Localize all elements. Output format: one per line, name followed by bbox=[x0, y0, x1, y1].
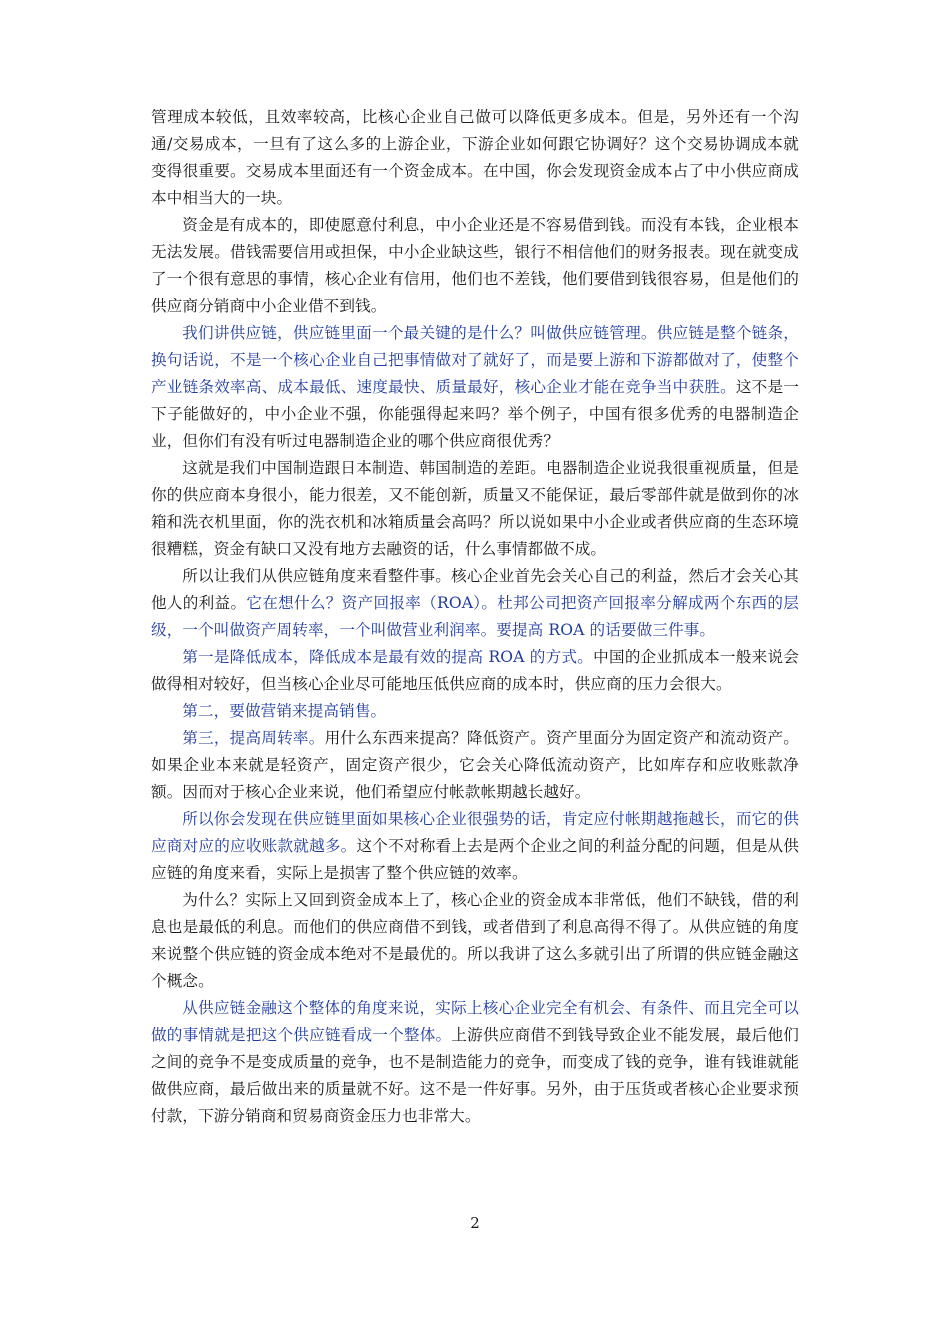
paragraph bbox=[151, 455, 799, 563]
paragraph bbox=[151, 320, 799, 455]
body-text: 为什么？实际上又回到资金成本上了，核心企业的资金成本非常低，他们不缺钱，借的利息也是最低的利息。而他们的供应商借不到钱，或者借到了利息高得不得了。从供应链的角度来说整个供应链的资金成本绝对不是最优的。所以我讲了这么多就引出了所谓的供应链金融这个概念。 bbox=[151, 891, 799, 990]
highlighted-text: 第一是降低成本，降低成本是最有效的提高 ROA 的方式。 bbox=[182, 648, 594, 666]
paragraph bbox=[151, 644, 799, 698]
highlighted-text: 它在想什么？资产回报率（ROA）。杜邦公司把资产回报率分解成两个东西的层级，一个叫做资产周转率，一个叫做营业利润率。要提高 ROA 的话要做三件事。 bbox=[151, 594, 799, 639]
highlighted-text: 所以你会发现在供应链里面如果核心企业很强势的话，肯定应付帐期越拖越长，而它的供应商对应的应收账款就越多。 bbox=[151, 810, 799, 855]
body-text: 所以让我们从供应链角度来看整件事。核心企业首先会关心自己的利益，然后才会关心其他人的利益。 bbox=[151, 567, 799, 612]
highlighted-text: 第二，要做营销来提高销售。 bbox=[182, 702, 387, 720]
body-text: 这就是我们中国制造跟日本制造、韩国制造的差距。电器制造企业说我很重视质量，但是你的供应商本身很小，能力很差，又不能创新，质量又不能保证，最后零部件就是做到你的冰箱和洗衣机里面，你的洗衣机和冰箱质量会高吗？所以说如果中小企业或者供应商的生态环境很糟糕，资金有缺口又没有地方去融资的话，什么事情都做不成。 bbox=[151, 459, 799, 558]
body-text: 管理成本较低，且效率较高，比核心企业自己做可以降低更多成本。但是，另外还有一个沟通/交易成本，一旦有了这么多的上游企业，下游企业如何跟它协调好？这个交易协调成本就变得很重要。交易成本里面还有一个资金成本。在中国，你会发现资金成本占了中小供应商成本中相当大的一块。 bbox=[151, 108, 799, 207]
document-body bbox=[151, 104, 799, 1130]
highlighted-text: 我们讲供应链，供应链里面一个最关键的是什么？叫做供应链管理。供应链是整个链条，换句话说，不是一个核心企业自己把事情做对了就好了，而是要上游和下游都做对了，使整个产业链条效率高、成本最低、速度最快、质量最好，核心企业才能在竞争当中获胜。 bbox=[151, 324, 799, 396]
paragraph bbox=[151, 104, 799, 212]
paragraph bbox=[151, 887, 799, 995]
paragraph bbox=[151, 806, 799, 887]
body-text: 用什么东西来提高？降低资产。资产里面分为固定资产和流动资产。如果企业本来就是轻资产，固定资产很少，它会关心降低流动资产，比如库存和应收账款净额。因而对于核心企业来说，他们希望应付帐款帐期越长越好。 bbox=[151, 729, 799, 801]
body-text: 资金是有成本的，即使愿意付利息，中小企业还是不容易借到钱。而没有本钱，企业根本无法发展。借钱需要信用或担保，中小企业缺这些，银行不相信他们的财务报表。现在就变成了一个很有意思的事情，核心企业有信用，他们也不差钱，他们要借到钱很容易，但是他们的供应商分销商中小企业借不到钱。 bbox=[151, 216, 799, 315]
highlighted-text: 第三，提高周转率。 bbox=[182, 729, 325, 747]
highlighted-text: 从供应链金融这个整体的角度来说，实际上核心企业完全有机会、有条件、而且完全可以做的事情就是把这个供应链看成一个整体。 bbox=[151, 999, 799, 1044]
paragraph bbox=[151, 995, 799, 1130]
body-text: 这不是一下子能做好的，中小企业不强，你能强得起来吗？举个例子，中国有很多优秀的电器制造企业，但你们有没有听过电器制造企业的哪个供应商很优秀？ bbox=[151, 378, 799, 450]
paragraph bbox=[151, 563, 799, 644]
body-text: 这个不对称看上去是两个企业之间的利益分配的问题，但是从供应链的角度来看，实际上是损害了整个供应链的效率。 bbox=[151, 837, 799, 882]
body-text: 上游供应商借不到钱导致企业不能发展，最后他们之间的竞争不是变成质量的竞争，也不是制造能力的竞争，而变成了钱的竞争，谁有钱谁就能做供应商，最后做出来的质量就不好。这不是一件好事。另外，由于压货或者核心企业要求预付款，下游分销商和贸易商资金压力也非常大。 bbox=[151, 1026, 799, 1125]
paragraph bbox=[151, 725, 799, 806]
body-text: 中国的企业抓成本一般来说会做得相对较好，但当核心企业尽可能地压低供应商的成本时，供应商的压力会很大。 bbox=[151, 648, 799, 693]
page-number: 2 bbox=[470, 1214, 480, 1232]
paragraph bbox=[151, 698, 799, 725]
paragraph bbox=[151, 212, 799, 320]
